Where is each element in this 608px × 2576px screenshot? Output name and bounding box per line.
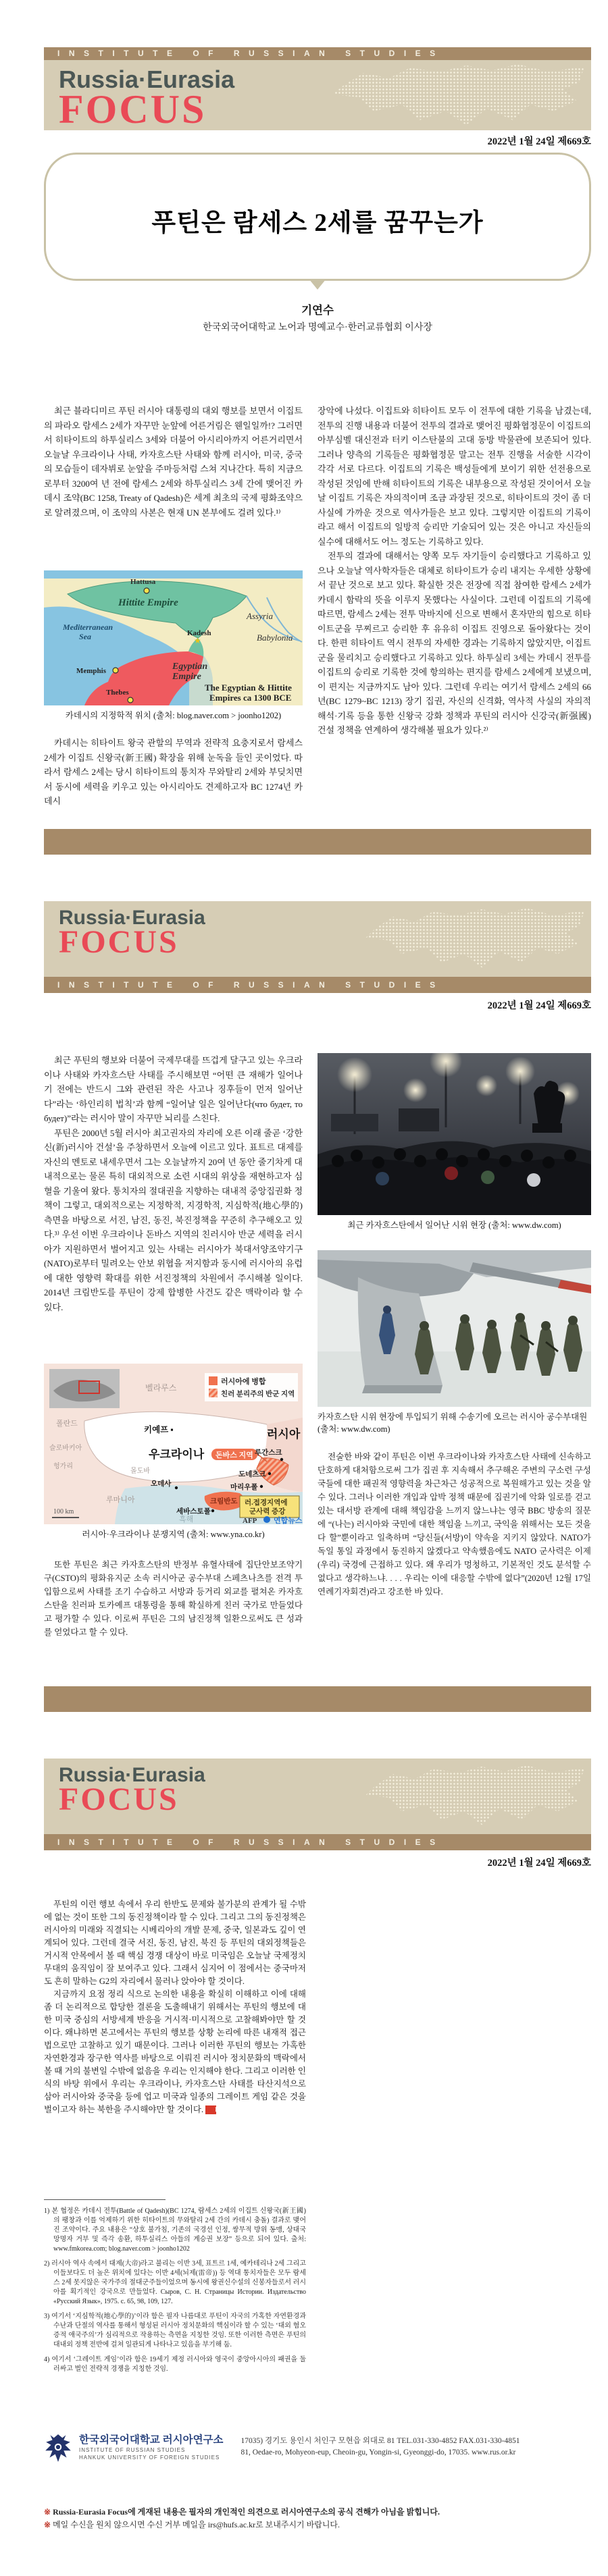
masthead-banner-page1 [44, 60, 591, 130]
map-label-donbas: 돈바스 지역 [216, 1451, 253, 1459]
brand-logo [59, 65, 234, 129]
unsubscribe-notice [44, 2519, 591, 2531]
footer-bar-page1 [44, 829, 591, 855]
page1-left-column-bottom [44, 736, 303, 811]
page2-right-column-text [318, 1450, 591, 1680]
map-label-hungary: 헝가리 [53, 1463, 73, 1470]
institute-name-kr: 한국외국어대학교 러시아연구소 [79, 2434, 224, 2446]
map-label-assyria: Assyria [247, 611, 273, 621]
footnote-3: 3) 여기서 ‘지심학적(地心學的)’이라 함은 필자 나름대로 푸틴이 자국의 가혹한 자연환경과 수난과 단절의 역사를 통해서 형성된 러시아 정치문화의 핵심이라 할 수 있는 ‘대외 혐오증적 애국주의’가 심리적으로 작용하는 측면을 지칭한 것임. 또한 이러한 측면은 푸틴의 대내외 정책 전반에 걸쳐 일관되게 나타나고 있음을 부기해 둠. [44, 2313, 306, 2349]
map-label-romania: 루마니아 [106, 1496, 135, 1504]
kadesh-map-figure [44, 570, 303, 722]
paragraph-text: 지금까지 요점 정리 식으로 논의한 내용을 확실히 이해하고 이에 대해 좀 더 논리적으로 합당한 결론을 도출해내기 위해서는 푸틴의 행보에 대한 미국 중심의 서방세계 반응을 거시적·미시적으로 고찰해봐야만 할 것이다. 왜냐하면 본고에서는 푸틴의 행보를 상황 논리에 따른 내재적 접근법으로만 고찰하고 있기 때문이다. 그러나 이러한 푸틴의 행보는 가혹한 자연환경과 장구한 역사를 바탕으로 이뤄진 러시아 정치문화의 맥락에서 볼 때 거의 불변일 수밖에 없음을 우리는 인지해야 한다. 그리고 이러한 인식의 바탕 위에서 우리는 우크라이나, 카자흐스탄 사태를 타산지석으로 삼아 러시아와 중국을 등에 업고 미국과 일종의 그레이트 게임 같은 것을 벌이고자 하는 북한을 주시해야만 할 것이다. [44, 1989, 306, 2114]
map-label-poland: 폴란드 [56, 1420, 78, 1428]
footnote-4: 4) 여기서 ‘그레이트 게임’이라 함은 19세기 제정 러시아와 영국이 중앙아시아의 패권을 둘러싸고 벌인 전략적 경쟁을 지칭한 것임. [44, 2356, 306, 2373]
footnote-2: 2) 러시아 역사 속에서 대제(大帝)라고 불리는 이반 3세, 표트르 1세, 예카테리나 2세 그리고 이들보다도 더 높은 위치에 있다는 이반 4세(뇌제(雷帝)) 등 역대 통치자들은 모두 람세스 2세 못지않은 국가주의 절대군주들이었으며 동시에 왕권신수설의 신봉자들로서 러시아를 획기적인 강국으로 만들었다. Сыров, С. Н. Страницы Истории. Издательство «Русский Язык», 1975. с. 65, 98, 109, 127. [44, 2260, 306, 2305]
paratroopers-photo-caption-line2: (출처: www.dw.com) [318, 1424, 390, 1434]
paratroopers-photo-caption-line1: 카자흐스탄 시위 현장에 투입되기 위해 수송기에 오르는 러시아 공수부대원 [318, 1412, 588, 1422]
brand-line1: Russia·Eurasia [59, 1764, 205, 1786]
map-credit-yna: 연합뉴스 [274, 1517, 303, 1524]
paragraph: 전투의 결과에 대해서는 양쪽 모두 자기들이 승리했다고 기록하고 있으나 오늘날 역사학자들은 대체로 히타이트가 승리 내지는 우세한 상황에서 끝난 것으로 보고 있다. 확실한 것은 전장에 직접 참여한 람세스 2세가 카데시 함락의 뜻을 이루지 못했다는 사실이다. 그런데 이집트의 기록에 따르면, 람세스 2세는 전투 막바지에 신으로 변해서 혼자만의 힘으로 히타이트군을 무찌르고 승리한 후 유유히 이집트 진영으로 돌아왔다는 것이다. 한편 히타이트 역시 전투의 자세한 경과는 기록하지 않았지만, 이집트군을 물리치고 승리했다고 기록하고 있다. 하투실리 3세는 카데시 전투를 이집트의 승리로 기록한 것에 항의하는 편지를 람세스 2세에게 보냈으며, 이 편지는 지금까지도 남아 있다. 그런데 우리는 여기서 람세스 2세의 66년(BC 1279~BC 1213) 장기 집권, 자신의 신격화, 역사적 사실의 자의적 해석·기록 등을 통한 신왕국 강화 정책과 푸틴의 러시아 신강국(新强國) 건설 정책을 연계하여 생각해볼 필요가 있다.²⁾ [318, 551, 591, 735]
footnote-divider [44, 2199, 166, 2200]
brand-line1: Russia·Eurasia [59, 65, 235, 93]
map-label-kadesh: Kadesh [187, 629, 211, 637]
map-callout-line1: 러.접경지역에 [245, 1499, 288, 1507]
ukraine-map-figure [44, 1364, 303, 1540]
map-label-russia: 러시아 [267, 1428, 301, 1441]
footer-notices [44, 2506, 591, 2531]
paratroopers-photo-image [318, 1250, 591, 1407]
map-label-crimea: 크림반도 [210, 1498, 238, 1505]
map-callout-line2: 군사력 증강 [249, 1508, 286, 1515]
page3-footnotes [44, 2199, 306, 2415]
author-name: 기연수 [301, 304, 334, 317]
brand-line2: FOCUS [59, 1781, 179, 1817]
ukraine-map-image [44, 1364, 303, 1524]
paragraph: 최근 푸틴의 행보와 더불어 국제무대를 뜨겁게 달구고 있는 우크라이나 사태와 카자흐스탄 사태를 주시해보면 “어떤 큰 재해가 일어나기 전에는 반드시 그와 관련된 작은 사고나 징후들이 먼저 일어난다”라는 ‘하인리히 법칙’과 함께 “일어날 일은 일어난다(что будет, то будет)”라는 러시아 말이 자꾸만 뇌리를 스친다. [44, 1055, 303, 1123]
unsubscribe-text: 메일 수신을 원치 않으시면 수신 거부 메일을 irs@hufs.ac.kr로 보내주시기 바랍니다. [51, 2520, 340, 2529]
map-label-sea: Sea [79, 632, 91, 641]
paragraph: 푸틴의 이런 행보 속에서 우리 한반도 문제와 불가분의 관계가 될 수밖에 없는 것이 또한 그의 동진정책이라 할 수 있다. 그리고 그의 동진정책은 러시아의 미래와 직결되는 시베리아의 개발 문제, 중국, 일본과도 깊이 연계되어 있다. 그런데 결국 서진, 동진, 남진, 북진 등 푸틴의 대외정책들은 거시적 안목에서 볼 때 핵심 경쟁 대상이 바로 미국임은 오늘날 국제정치 무대의 움직임이 잘 보여주고 있다. 그래서 심지어 이 점에서는 중국마저도 흔히 말하는 G2의 자리에서 물러나 앉아야 할 것이다. [44, 1900, 306, 1986]
institute-address [241, 2436, 520, 2459]
institute-eagle-emblem [44, 2432, 72, 2463]
issue-date-page1: 2022년 1월 24일 제669호 [487, 136, 591, 147]
page2-left-column-bottom [44, 1558, 303, 1680]
footnote-1: 1) 본 협정은 카데시 전투(Battle of Qadesh)(BC 1274, 람세스 2세의 이집트 신왕국(新王國)의 팽창과 이를 억제하기 위한 히타이트의 무와탈리 2세 간의 카데시 충돌) 결과로 맺어진 조약이다. 주요 내용은 “상호 불가침, 기존의 국경선 인정, 쌍무적 방위 동맹, 상대국 망명자 거부 및 즉각 송환, 하투실리스 아들의 계승권 보장” 등으로 되어 있다. 출처: www.fmkorea.com; blog.naver.com > joonho1202 [44, 2207, 306, 2253]
page1-left-column-top [44, 404, 303, 567]
brand-line2: FOCUS [59, 87, 207, 130]
map-scale: 100 km [53, 1508, 74, 1515]
paragraph: 카데시는 히타이트 왕국 관할의 무역과 전략적 요충지로서 람세스 2세가 이집트 신왕국(新王國) 확장을 위해 눈독을 들인 곳이었다. 따라서 람세스 2세는 당시 히타이트의 통치자 무와탈리 2세와 부딪치면서 동시에 세력을 키우고 있는 아시리아도 견제하고자 BC 1274년 카데시 [44, 738, 303, 806]
map-credit-afp: AFP [243, 1517, 257, 1524]
protest-photo-caption: 최근 카자흐스탄에서 일어난 시위 현장 (출처: www.dw.com) [347, 1220, 561, 1230]
map-label-ukraine: 우크라이나 [149, 1448, 205, 1461]
paragraph [44, 1988, 306, 2116]
title-box [44, 153, 591, 281]
brand-line1: Russia·Eurasia [59, 907, 205, 929]
paragraph: 푸틴은 2000년 5월 러시아 최고권자의 자리에 오른 이래 줄곧 ‘강한 신(新)러시아 건설’을 주창하면서 오늘에 이르고 있다. 표트르 대제를 자신의 멘토로 내세우면서 그는 오늘날까지 20여 년 동안 줄기차게 대내적으로는 물론 특히 대외적으로 소련 시대의 위상을 재현하고자 심혈을 기울여 왔다. 통치자의 절대권을 지향하는 대내적 중앙집권화 정책이 그렇고, 대외적으로는 지정학적, 지경학적, 지심학적(地心學的) 측면을 바탕으로 서진, 남진, 동진, 북진정책을 꾸준히 추구해오고 있다.³⁾ 우선 이번 우크라이나 돈바스 지역의 친러시아 반군 세력을 러시아가 지원하면서 벌어지고 있는 사태는 러시아가 북대서양조약기구(NATO)로부터 밀려오는 안보 위협을 저지함과 동시에 러시아의 유럽에 대한 영향력 확대를 위한 서진정책의 차원에서 주시해볼 일이다. 2014년 크림반도를 푸틴이 강제 합병한 사건도 같은 맥락이라 할 수 있다. [44, 1127, 303, 1312]
map-label-mediterranean: Mediterranean [63, 622, 113, 632]
notice-mark-icon: ※ [44, 2507, 51, 2517]
page3-body-column [44, 1898, 306, 2195]
map-label-thebes: Thebes [106, 689, 129, 697]
institute-footer [44, 2432, 591, 2463]
institute-bar-page3: INSTITUTE OF RUSSIAN STUDIES [44, 1834, 591, 1850]
issue-date-page2: 2022년 1월 24일 제669호 [487, 1000, 591, 1011]
paragraph: 최근 블라디미르 푸틴 러시아 대통령의 대외 행보를 보면서 이집트의 파라오 람세스 2세가 자꾸만 눈앞에 어른거림은 웬일일까!? 그러면서 히타이트의 하투실리스 3세와 더불어 아시리아까지 어른거리면서 오늘날 우크라이나 사태, 카자흐스탄 사태와 함께 러시아, 미국, 중국의 모습들이 데자뷔로 눈앞을 주마등처럼 스쳐 지나간다. 특히 지금으로부터 3200여 년 전에 람세스 2세와 하투실리스 3세 간에 맺어진 카데시 조약(BC 1258, Treaty of Qadesh)은 세계 최초의 국제 평화조약으로 알려졌으며, 이 조약의 사본은 현재 UN 본부에도 걸려 있다.¹⁾ [44, 406, 303, 518]
map-label-luhansk: 루간스크 [255, 1449, 282, 1457]
masthead-banner-page3 [44, 1759, 591, 1834]
issue-date-page3: 2022년 1월 24일 제669호 [487, 1858, 591, 1869]
dotted-map-graphic [361, 908, 584, 970]
map-label-odesa: 오데사 [151, 1480, 172, 1488]
institute-name-en1: INSTITUTE OF RUSSIAN STUDIES [79, 2446, 186, 2453]
title-notch [309, 279, 326, 290]
page-title: 푸틴은 람세스 2세를 꿈꾸는가 [151, 209, 484, 237]
kazakhstan-protest-figure [318, 1053, 591, 1231]
masthead-banner-page2 [44, 901, 591, 977]
disclaimer-notice [44, 2506, 591, 2519]
article-end-mark: RS [205, 2105, 216, 2114]
map-label-slovakia: 슬로바키아 [49, 1445, 82, 1452]
map-label-hittite-empire: Hittite Empire [118, 597, 178, 608]
paragraph: 또한 푸틴은 최근 카자흐스탄의 반정부 유혈사태에 집단안보조약기구(CSTO)의 평화유지군 소속 러시아군 공수부대 스페츠나츠를 전격 투입함으로써 사태를 조기 수습하고 서방과 등거리 외교를 펼쳐온 카자흐스탄을 친러파 토카예프 대통령을 통해 확실하게 친러 국가로 만들었다고 평가할 수 있다. 이로써 푸틴은 그의 남진정책 일환으로써도 큰 성과를 얻었다고 할 수 있다. [44, 1560, 303, 1637]
map-label-moldova: 몰도바 [130, 1468, 150, 1475]
map-label-hattusa: Hattusa [130, 578, 156, 586]
map-label-black-sea: 흑해 [179, 1515, 194, 1524]
institute-bar-page1: INSTITUTE OF RUSSIAN STUDIES [44, 47, 591, 60]
kadesh-map-caption: 카데시의 지정학적 위치 (출처: blog.naver.com > joonho1202) [65, 711, 282, 720]
map-label-empire: Empire [172, 672, 201, 682]
map-label-sevastopol: 세바스토폴 [176, 1508, 211, 1515]
notice-mark-icon: ※ [44, 2520, 51, 2529]
kadesh-map-image [44, 570, 303, 705]
map-legend-annexed: 러시아에 병합 [221, 1378, 266, 1386]
protest-photo-image [318, 1053, 591, 1215]
dotted-map-graphic [361, 1765, 584, 1827]
institute-bar-page2: INSTITUTE OF RUSSIAN STUDIES [44, 977, 591, 993]
map-legend-rebel: 친러 분리주의 반군 지역 [221, 1391, 295, 1398]
brand-line2: FOCUS [59, 924, 179, 960]
map-label-mariupol: 마리우폴 [230, 1484, 258, 1491]
map-legend-line1: The Egyptian & Hittite [205, 682, 292, 693]
map-star-kadesh: ★ [194, 636, 201, 645]
map-label-egyptian: Egyptian [172, 662, 208, 672]
footer-bar-page2 [44, 1686, 591, 1712]
paragraph: 장악에 나섰다. 이집트와 히타이트 모두 이 전투에 대한 기록을 남겼는데, 전투의 진행 내용과 더불어 전투의 결과로 맺어진 평화협정문이 이집트의 아부심벨 대신전과 터키 이스탄불의 고대 동방 박물관에 보존되어 있다. 그러나 양측의 기록들은 평화협정문 말고는 전투 진행을 서술한 시각이 각각 서로 다르다. 이집트의 기록은 백성들에게 보이기 위한 선전용으로 작성된 것임에 반해 히타이트의 기록은 내부용으로 작성된 것이어서 오늘날 이집트 기록은 자의적이며 조금 과장된 것으로, 히타이트의 것이 좀 더 사실에 가까운 것으로 역사가들은 보고 있다. 그렇지만 이집트의 기록이라고 해서 이집트의 일방적 승리만 기술되어 있는 것은 아니고 자신들의 실수에 대해서도 어느 정도는 기록하고 있다. [318, 406, 591, 547]
author-affiliation: 한국외국어대학교 노어과 명예교수·한러교류협회 이사장 [203, 323, 432, 333]
map-label-babylonia: Babylonia [257, 633, 293, 643]
paratroopers-figure [318, 1250, 591, 1435]
page1-right-column [318, 404, 591, 818]
map-label-memphis: Memphis [76, 667, 106, 675]
dotted-map-graphic [328, 64, 584, 128]
address-en: 81, Oedae-ro, Mohyeon-eup, Cheoin-gu, Yongin-si, Gyeonggi-do, 17035. www.rus.or.kr [240, 2448, 516, 2457]
map-label-kyiv: 키예프 ▪ [144, 1425, 174, 1434]
paragraph: 전술한 바와 같이 푸틴은 이번 우크라이나와 카자흐스탄 사태에 신속하고 단호하게 대처함으로써 그가 집권 후 지속해서 추구해온 주변의 구소련 구성국들에 대한 패권적 영향력을 차근차근 성공적으로 복원해가고 있는 것을 알 수 있다. 그러나 이러한 개입과 압박 정책 때문에 집권기에 악화 일로를 걷고 있는 대서방 관계에 대해 책임감을 느끼지 않느냐는 영국 BBC 방송의 질문에 “(나는) 러시아와 국민에 대한 책임을 느끼고, 국익을 위해서는 모든 것을 다 할”뿐이라고 일축하며 “당신들(서방)이 약속을 지키지 않았다. NATO가 독일 통일 과정에서 동진하지 않겠다고 약속했음에도 NATO 군사력은 이제 (우리) 국경에 근접하고 있다. 왜 우리가 멍청하고, 기본적인 것도 분석할 수 없다고 생각하느냐. . . . 우리는 이에 대응할 수밖에 없다”(2020년 12월 17일 연례기자회견)라고 강조한 바 있다. [318, 1452, 591, 1596]
brand-logo [59, 907, 205, 959]
map-label-donetsk: 도네츠크 [238, 1471, 266, 1478]
brand-logo [59, 1764, 205, 1817]
map-label-belarus: 벨라루스 [145, 1383, 177, 1393]
ukraine-map-caption: 러시아·우크라이나 분쟁지역 (출처: www.yna.co.kr) [82, 1530, 265, 1539]
page2-left-column-top [44, 1053, 303, 1362]
disclaimer-text: Russia-Eurasia Focus에 게재된 내용은 필자의 개인적인 의견으로 러시아연구소의 공식 견해가 아님을 밝힙니다. [51, 2507, 440, 2517]
address-kr: 17035) 경기도 용인시 처인구 모현읍 외대로 81 TEL.031-330-4852 FAX.031-330-4851 [240, 2437, 520, 2445]
institute-name-en2: HANKUK UNIVERSITY OF FOREIGN STUDIES [79, 2454, 220, 2461]
map-legend-line2: Empires ca 1300 BCE [209, 693, 292, 703]
